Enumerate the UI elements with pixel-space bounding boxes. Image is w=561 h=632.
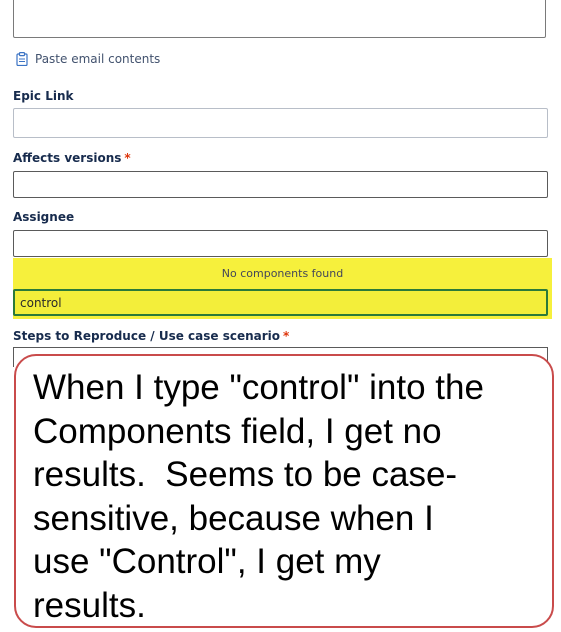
epic-link-label xyxy=(13,89,73,103)
annotation-text: When I type "control" into the Components field, I get no results. Seems to be case- sensitive, because when I use "Control", I get my results. xyxy=(33,368,484,625)
components-dropdown-message: No components found xyxy=(221,266,344,280)
assignee-input[interactable] xyxy=(13,230,548,257)
paste-email-label: Paste email contents xyxy=(35,52,161,66)
required-marker: * xyxy=(283,329,290,343)
components-input[interactable] xyxy=(13,289,548,316)
assignee-label xyxy=(13,210,74,224)
required-marker: * xyxy=(124,151,131,165)
epic-link-input[interactable] xyxy=(13,108,548,138)
steps-label xyxy=(13,329,289,343)
affects-versions-label-text: Affects versions xyxy=(13,151,122,165)
affects-versions-input[interactable] xyxy=(13,171,548,198)
epic-link-label-text: Epic Link xyxy=(13,89,74,103)
paste-email-link[interactable] xyxy=(16,50,160,68)
assignee-label-text: Assignee xyxy=(13,210,75,224)
description-textarea[interactable] xyxy=(13,0,546,38)
affects-versions-label xyxy=(13,151,131,165)
steps-label-text: Steps to Reproduce / Use case scenario xyxy=(13,329,281,343)
annotation-callout xyxy=(14,354,554,628)
clipboard-icon xyxy=(16,52,28,66)
